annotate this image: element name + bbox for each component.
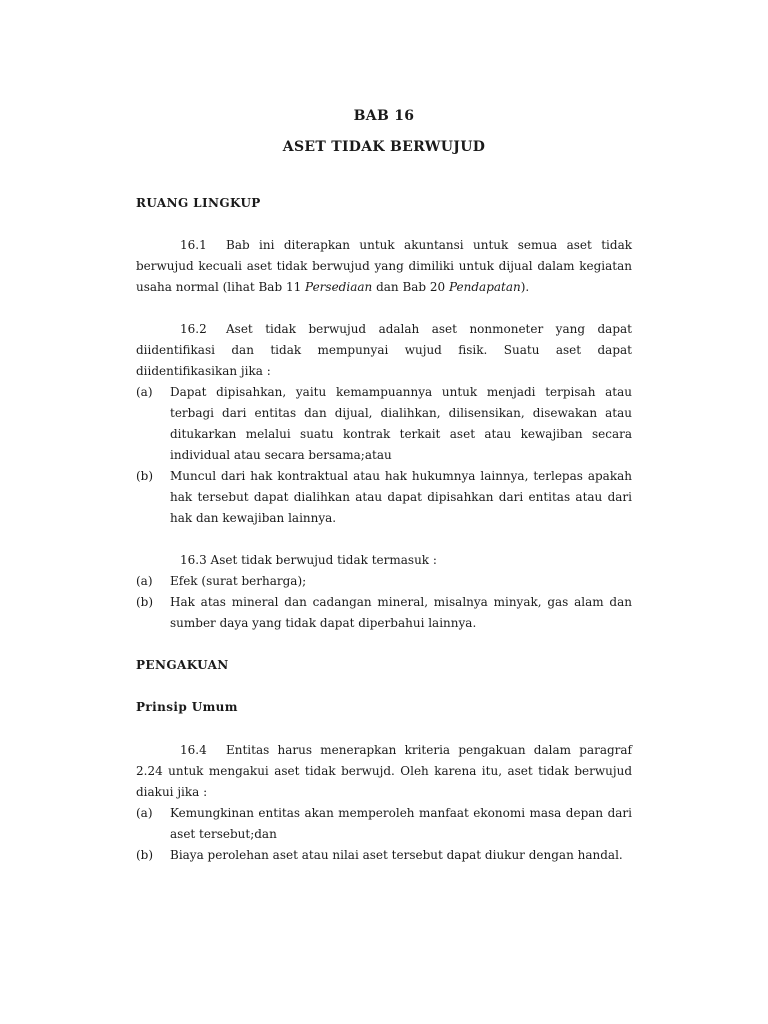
list-item-text: Hak atas mineral dan cadangan mineral, misalnya minyak, gas alam dan sumber daya yang tidak dapat diperbahui lainnya.	[170, 595, 632, 630]
list-item-text: Dapat dipisahkan, yaitu kemampuannya untuk menjadi terpisah atau terbagi dari entitas dan dijual, dialihkan, dilisensikan, disewakan atau ditukarkan melalui suatu kontrak terkait aset atau kewajiban secara individual atau secara bersama;atau	[170, 385, 632, 462]
list-item	[136, 382, 632, 466]
paragraph-16-4	[136, 740, 632, 803]
list-item-text: Kemungkinan entitas akan memperoleh manfaat ekonomi masa depan dari aset tersebut;dan	[170, 806, 632, 841]
list-marker: (a)	[136, 574, 153, 588]
list-item	[136, 592, 632, 634]
paragraph-number: 16.1	[180, 238, 207, 252]
subsection-heading-general-principle: Prinsip Umum	[136, 700, 238, 714]
list-item-text: Muncul dari hak kontraktual atau hak hukumnya lainnya, terlepas apakah hak tersebut dapat dialihkan atau dapat dipisahkan dari entitas atau dari hak dan kewajiban lainnya.	[170, 469, 632, 525]
section-heading-scope: RUANG LINGKUP	[136, 196, 261, 210]
list-item-text: Efek (surat berharga);	[170, 574, 307, 588]
list-marker: (b)	[136, 848, 154, 862]
paragraph-text: Entitas harus menerapkan kriteria pengakuan dalam paragraf 2.24 untuk mengakui aset tidak berwujd. Oleh karena itu, aset tidak berwujud diakui jika :	[136, 743, 632, 799]
list-item	[136, 466, 632, 529]
paragraph-16-3: 16.3 Aset tidak berwujud tidak termasuk :	[180, 553, 437, 567]
list-marker: (a)	[136, 385, 153, 399]
chapter-title: ASET TIDAK BERWUJUD	[282, 139, 486, 155]
list-item-text: Biaya perolehan aset atau nilai aset tersebut dapat diukur dengan handal.	[170, 848, 623, 862]
list-item	[136, 803, 632, 845]
list-item	[136, 571, 632, 592]
list-marker: (a)	[136, 806, 153, 820]
paragraph-number: 16.2	[180, 322, 207, 336]
chapter-number: BAB 16	[353, 108, 415, 124]
paragraph-text: Bab ini diterapkan untuk akuntansi untuk semua aset tidak berwujud kecuali aset tidak berwujud yang dimiliki untuk dijual dalam kegiatan usaha normal (lihat Bab 11	[136, 238, 632, 294]
paragraph-text: ).	[520, 280, 530, 294]
paragraph-16-2	[136, 319, 632, 382]
list-marker: (b)	[136, 469, 154, 483]
paragraph-text: dan Bab 20	[372, 280, 449, 294]
list-marker: (b)	[136, 595, 154, 609]
italic-term-pendapatan: Pendapatan	[449, 280, 521, 294]
paragraph-text: Aset tidak berwujud adalah aset nonmoneter yang dapat diidentifikasi dan tidak mempunyai wujud fisik. Suatu aset dapat diidentifikasikan jika :	[136, 322, 632, 378]
list-item	[136, 845, 632, 866]
paragraph-16-1	[136, 235, 632, 298]
italic-term-persediaan: Persediaan	[305, 280, 373, 294]
section-heading-recognition: PENGAKUAN	[136, 658, 229, 672]
paragraph-number: 16.4	[180, 743, 207, 757]
